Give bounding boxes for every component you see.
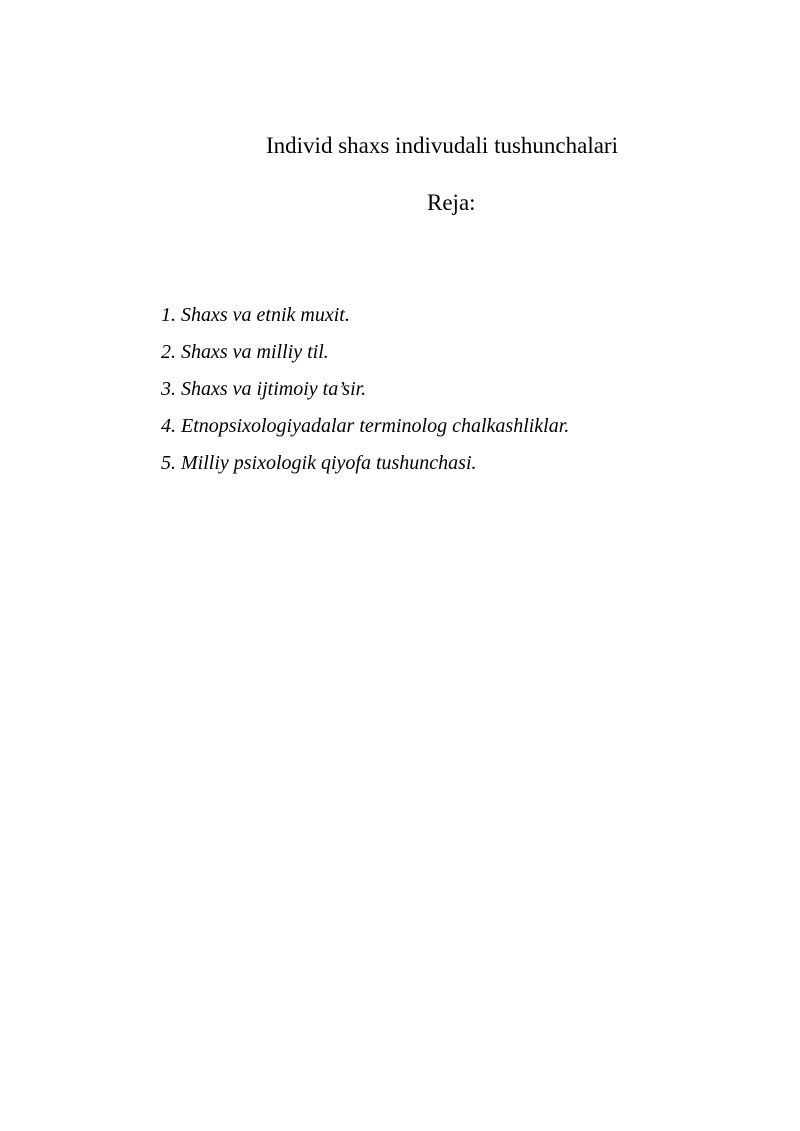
- plan-item: 2. Shaxs va milliy til.: [161, 341, 329, 363]
- plan-heading: Reja:: [427, 190, 476, 215]
- document-title: Individ shaxs indivudali tushunchalari: [266, 133, 618, 158]
- plan-item: 1. Shaxs va etnik muxit.: [161, 304, 350, 326]
- plan-item: 5. Milliy psixologik qiyofa tushunchasi.: [161, 452, 477, 474]
- plan-item: 3. Shaxs va ijtimoiy ta’sir.: [161, 378, 367, 400]
- plan-list: [161, 297, 569, 482]
- plan-item: 4. Etnopsixologiyadalar terminolog chalkashliklar.: [161, 415, 570, 437]
